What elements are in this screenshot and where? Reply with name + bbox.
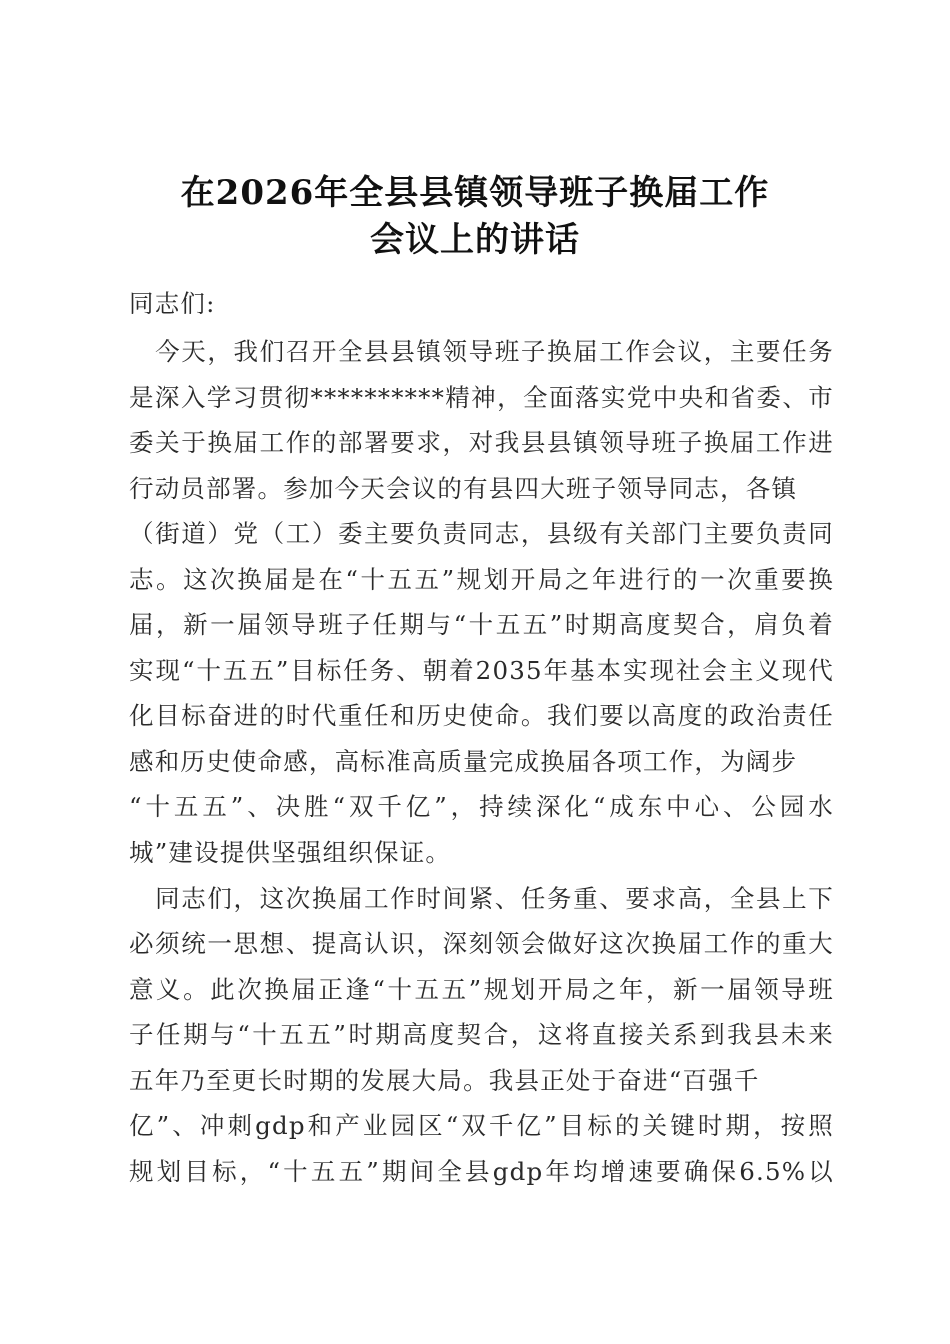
body-line: 化目标奋进的时代重任和历史使命。我们要以高度的政治责任 <box>129 701 834 730</box>
body-line: 亿”、冲刺gdp和产业园区“双千亿”目标的关键时期，按照 <box>129 1111 834 1140</box>
body-line: 实现“十五五”目标任务、朝着2035年基本实现社会主义现代 <box>129 656 834 685</box>
body-line: 是深入学习贯彻**********精神，全面落实党中央和省委、市 <box>129 383 834 412</box>
body-line: 同志们，这次换届工作时间紧、任务重、要求高，全县上下 <box>129 884 834 913</box>
body-line: 今天，我们召开全县县镇领导班子换届工作会议，主要任务 <box>129 337 834 366</box>
body-line: 届，新一届领导班子任期与“十五五”时期高度契合，肩负着 <box>129 610 834 639</box>
body-line: 规划目标，“十五五”期间全县gdp年均增速要确保6.5%以 <box>129 1157 834 1186</box>
body-line: 城”建设提供坚强组织保证。 <box>129 838 452 867</box>
document-title-line-2: 会议上的讲话 <box>370 220 580 260</box>
document-title-line-1: 在2026年全县县镇领导班子换届工作 <box>180 173 770 213</box>
body-line: 必须统一思想、提高认识，深刻领会做好这次换届工作的重大 <box>129 929 834 958</box>
body-line: 行动员部署。参加今天会议的有县四大班子领导同志，各镇 <box>129 474 798 503</box>
body-line: （街道）党（工）委主要负责同志，县级有关部门主要负责同 <box>129 519 834 548</box>
salutation: 同志们: <box>129 289 216 318</box>
body-line: 委关于换届工作的部署要求，对我县县镇领导班子换届工作进 <box>129 428 834 457</box>
body-line: 五年乃至更长时期的发展大局。我县正处于奋进“百强千 <box>129 1066 760 1095</box>
body-line: 感和历史使命感，高标准高质量完成换届各项工作，为阔步 <box>129 747 798 776</box>
body-line: “十五五”、决胜“双千亿”，持续深化“成东中心、公园水 <box>129 792 834 821</box>
body-line: 志。这次换届是在“十五五”规划开局之年进行的一次重要换 <box>129 565 834 594</box>
body-line: 子任期与“十五五”时期高度契合，这将直接关系到我县未来 <box>129 1020 834 1049</box>
body-line: 意义。此次换届正逢“十五五”规划开局之年，新一届领导班 <box>129 975 834 1004</box>
